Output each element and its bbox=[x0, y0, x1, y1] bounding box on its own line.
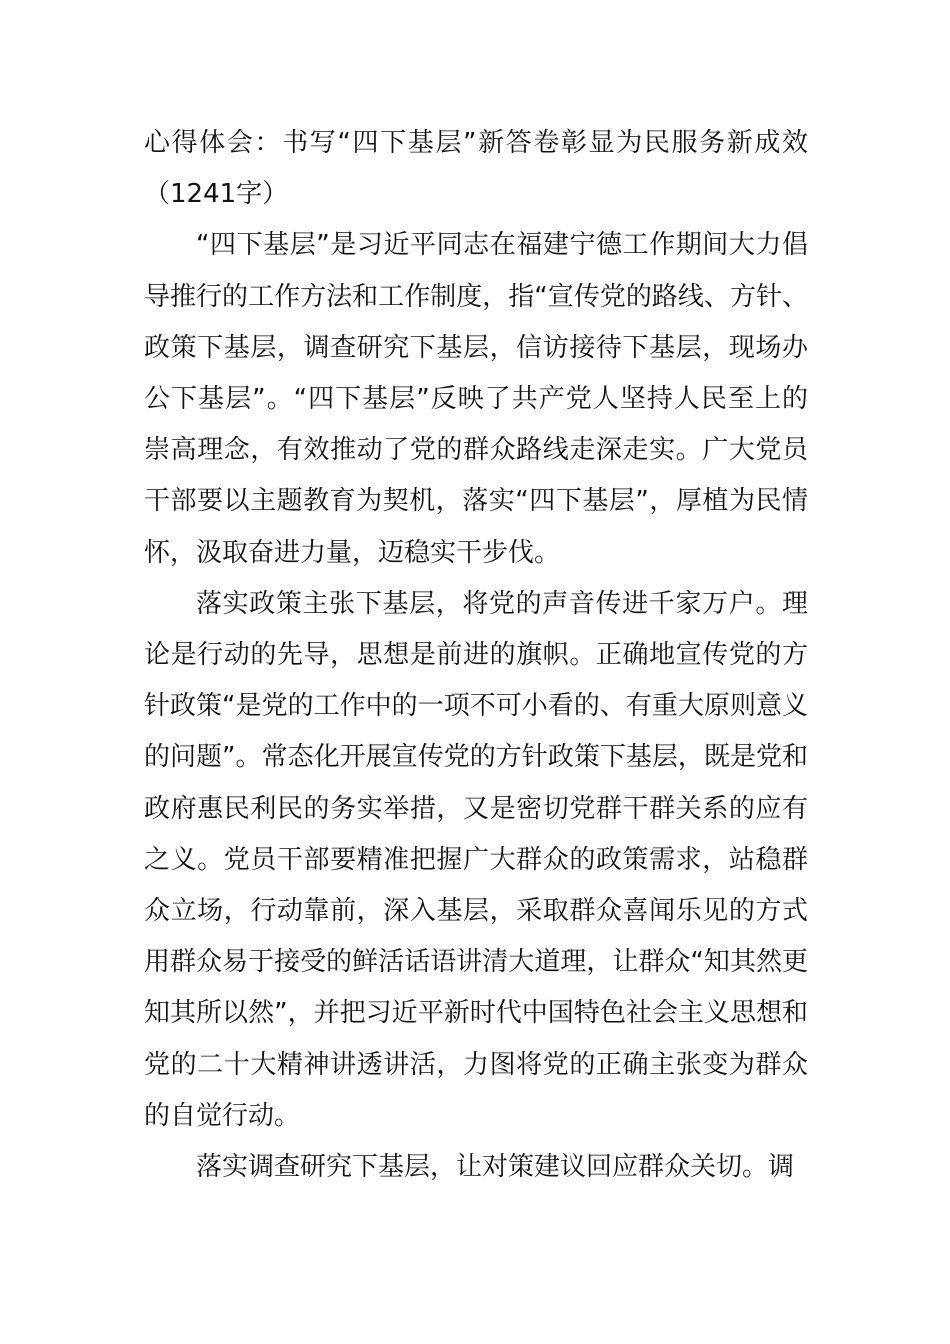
document-body bbox=[144, 118, 808, 1193]
paragraph-intro: “四下基层”是习近平同志在福建宁德工作期间大力倡导推行的工作方法和工作制度，指“宣传党的路线、方针、政策下基层，调查研究下基层，信访接待下基层，现场办公下基层”。“四下基层”反映了共产党人坚持人民至上的崇高理念，有效推动了党的群众路线走深走实。广大党员干部要以主题教育为契机，落实“四下基层”，厚植为民情怀，汲取奋进力量，迈稳实干步伐。 bbox=[144, 230, 808, 568]
paragraph-policy: 落实政策主张下基层，将党的声音传进千家万户。理论是行动的先导，思想是前进的旗帜。正确地宣传党的方针政策“是党的工作中的一项不可小看的、有重大原则意义的问题”。常态化开展宣传党的方针政策下基层，既是党和政府惠民利民的务实举措，又是密切党群干群关系的应有之义。党员干部要精准把握广大群众的政策需求，站稳群众立场，行动靠前，深入基层，采取群众喜闻乐见的方式用群众易于接受的鲜活话语讲清大道理，让群众“知其然更知其所以然”，并把习近平新时代中国特色社会主义思想和党的二十大精神讲透讲活，力图将党的正确主张变为群众的自觉行动。 bbox=[144, 588, 808, 1131]
document-title: 心得体会：书写“四下基层”新答卷彰显为民服务新成效（1241字） bbox=[144, 128, 808, 210]
paragraph-research: 落实调查研究下基层，让对策建议回应群众关切。调 bbox=[196, 1152, 795, 1183]
